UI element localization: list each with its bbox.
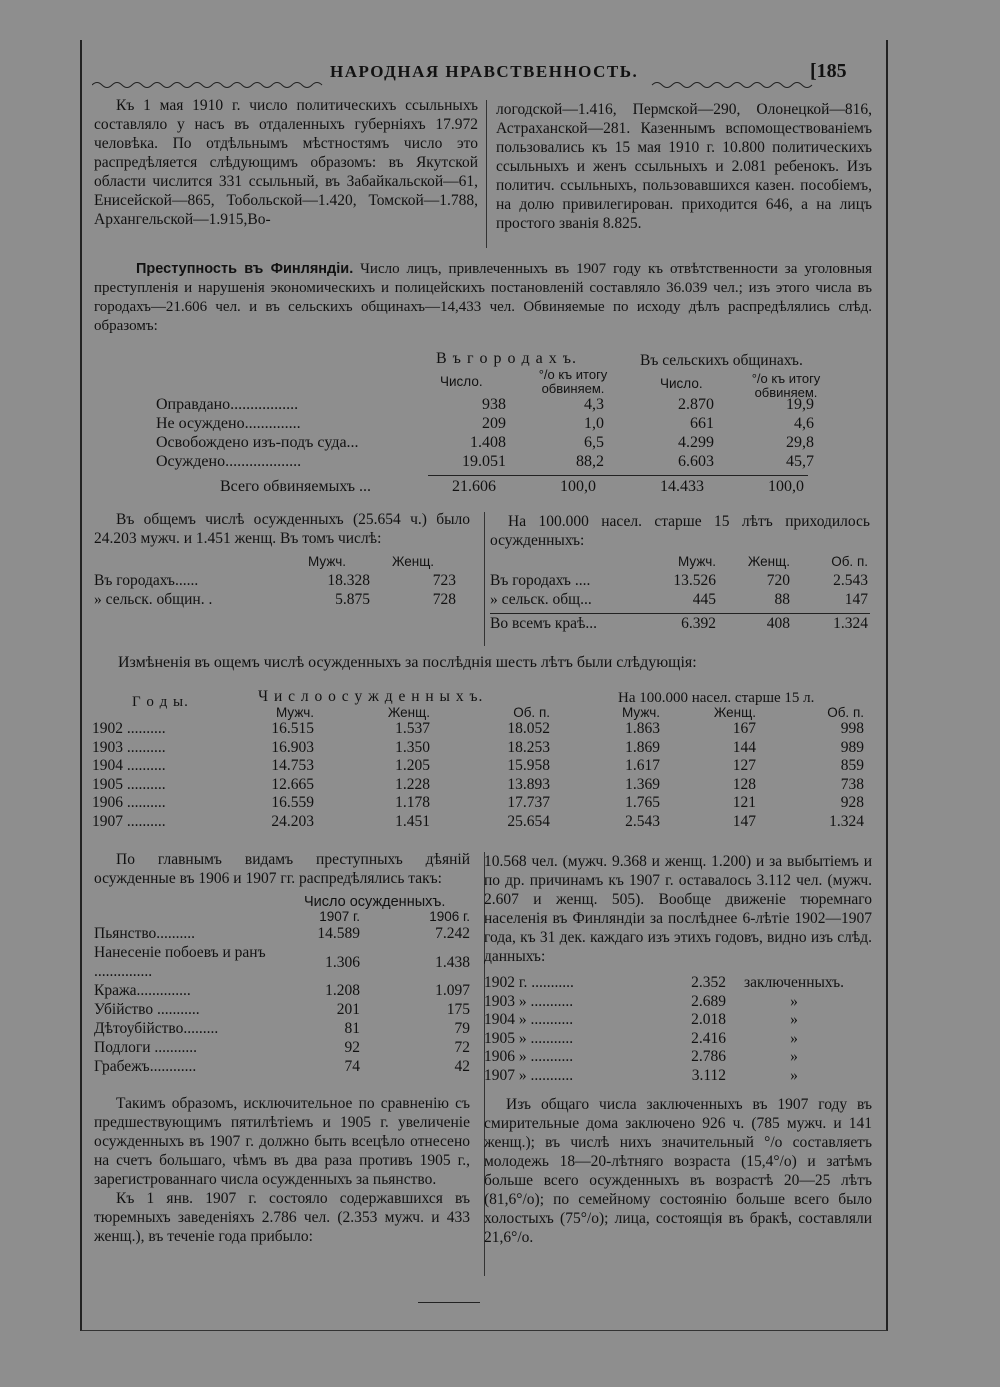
table-row (92, 739, 864, 758)
table-row (156, 433, 814, 452)
rate-female: 121 (732, 794, 756, 811)
rate-total: 998 (840, 720, 864, 737)
table-row (220, 477, 804, 496)
rate-female: 147 (732, 812, 756, 830)
rate-female: 144 (732, 738, 756, 756)
female: 1.205 (395, 757, 430, 774)
table-row (92, 757, 864, 776)
count-1907: 1.306 (325, 953, 360, 971)
female: 1.178 (395, 794, 430, 811)
year: 1906 .......... (92, 794, 166, 811)
crimes-conclusion: Такимъ образомъ, исключительное по сравненію съ предшествующимъ пятилѣтіемъ и 1905 г. увеличеніе осужденныхъ въ 1907 г. должно быть всецѣло отнесено на счетъ большаго, чѣмъ въ два раза противъ 1905 г., зарегистрованнаго числа осужденныхъ за пьянство. (94, 1095, 470, 1188)
table1-header-num-rural: Число. (660, 376, 703, 391)
crime-label: Нанесеніе побоевъ и ранъ ............... (94, 944, 266, 980)
crime-label: Убійство ........... (94, 1001, 200, 1018)
note: » (790, 1011, 798, 1028)
prison-text-start: Къ 1 янв. 1907 г. состояло содержавшихся въ тюремныхъ заведеніяхъ 2.786 чел. (2.353 мужч. и 433 женщ.), въ теченіе года прибыло: (94, 1190, 470, 1245)
rate-female: 167 (732, 720, 756, 737)
total: 13.893 (507, 775, 550, 793)
table-row (484, 974, 862, 993)
female: 728 (432, 591, 456, 608)
cities-pct: 1,0 (584, 415, 604, 432)
per100k-table (490, 552, 868, 609)
count-1906: 1.097 (435, 982, 470, 999)
total-rural-num: 14.433 (660, 478, 704, 495)
rate-total: 1.324 (829, 812, 864, 830)
table1-header-num-cities: Число. (440, 374, 483, 389)
year: 1902 .......... (92, 720, 166, 737)
count-1906: 79 (454, 1020, 470, 1037)
female: 1.537 (395, 720, 430, 737)
changes-header-rate: На 100.000 насел. старше 15 л. (618, 690, 815, 706)
table-row (94, 1019, 470, 1038)
cities-pct: 88,2 (576, 453, 604, 470)
note: » (790, 1048, 798, 1065)
count-1906: 1.438 (435, 953, 470, 971)
table-row (490, 590, 868, 609)
total: 2.543 (833, 572, 868, 589)
finland-text: Число лицъ, привлеченныхъ въ 1907 году къ отвѣтственности за уголовныя преступленія и нарушенія экономическихъ и полицейскихъ постановленій составляло 36.039 чел.; изъ этого числа въ городахъ—21.606 чел. и въ сельскихъ общинахъ—14,433 чел. Обвиняемые по исходу дѣлъ распредѣлялись слѣд. образомъ: (94, 261, 872, 334)
row-label: » сельск. общин. . (94, 591, 213, 608)
col-header-total: Об. п. (513, 705, 550, 720)
male: 18.328 (327, 572, 370, 589)
changes-header-years: Г о д ы. (132, 694, 189, 710)
count-1907: 1.208 (325, 982, 360, 999)
col-header-rate-male: Мужч. (622, 705, 660, 720)
note: заключенныхъ. (744, 974, 844, 991)
finland-section-title: Преступность въ Финляндіи. (136, 261, 354, 277)
table-row (94, 571, 456, 590)
crime-label: Пьянство.......... (94, 925, 196, 942)
year: 1905 .......... (92, 775, 166, 793)
rural-num: 4.299 (678, 434, 714, 451)
crime-label: Подлоги ........... (94, 1039, 198, 1056)
row-label: Въ городахъ .... (490, 572, 591, 589)
rural-pct: 4,6 (794, 415, 814, 432)
page-title: НАРОДНАЯ НРАВСТВЕННОСТЬ. (330, 62, 639, 81)
rate-total: 738 (840, 775, 864, 793)
table1-total-rule (428, 475, 808, 476)
total: 15.958 (507, 757, 550, 774)
prisoners: 3.112 (691, 1066, 726, 1084)
col-header-male: Мужч. (308, 554, 346, 569)
table-row (156, 414, 814, 433)
acquittal-total-row (220, 477, 804, 496)
table-row (490, 614, 868, 633)
year: 1906 » ........... (484, 1048, 574, 1065)
year: 1907 .......... (92, 812, 166, 830)
cities-num: 19.051 (462, 453, 506, 470)
rate-total: 928 (840, 794, 864, 811)
col-header-rate-female: Женщ. (713, 705, 756, 720)
crime-label: Кража.............. (94, 982, 191, 999)
table-row (484, 993, 862, 1012)
female: 723 (432, 572, 456, 589)
note: » (790, 1066, 798, 1084)
count-1907: 81 (344, 1020, 360, 1037)
table1-header-pct-rural: °/о къ итогу обвиняем. (751, 371, 821, 400)
prisoners: 2.352 (691, 974, 726, 991)
count-1906: 7.242 (435, 925, 470, 942)
per100k-total (490, 614, 868, 633)
total-cities-pct: 100,0 (560, 478, 596, 495)
col-header-1906: 1906 г. (429, 909, 470, 924)
table-row (484, 1048, 862, 1067)
table-row (484, 1030, 862, 1049)
col-header-rate-total: Об. п. (827, 705, 864, 720)
total-label: Во всемъ краѣ... (490, 615, 598, 632)
female: 1.350 (395, 738, 430, 756)
male: 13.526 (673, 572, 716, 589)
table-row (490, 571, 868, 590)
crime-label: Грабежъ............ (94, 1058, 197, 1075)
total: 25.654 (507, 812, 550, 830)
rural-num: 2.870 (678, 396, 714, 413)
total: 18.253 (507, 738, 550, 756)
rate-total: 859 (840, 757, 864, 774)
table-row (92, 776, 864, 795)
year: 1907 » ........... (484, 1066, 574, 1084)
count-1907: 74 (344, 1058, 360, 1075)
exiles-text-left: Къ 1 мая 1910 г. число политическихъ ссыльныхъ составляло у насъ въ отдаленныхъ губерніяхъ 17.972 человѣка. По отдѣльнымъ мѣстностямъ число это распредѣляется слѣдующимъ образомъ: въ Якутской области числится 331 ссыльный, въ Забайкальской—61, Енисейской—865, Тобольской—1.420, Томской—1.788, Архангельской—1.915,Во- (94, 97, 478, 228)
changes-table (92, 706, 864, 831)
total-all: 1.324 (833, 615, 868, 632)
rate-total: 989 (840, 738, 864, 756)
exiles-left-column (94, 96, 478, 229)
note: » (790, 1029, 798, 1047)
male: 445 (692, 591, 716, 608)
female: 720 (766, 572, 790, 589)
female: 1.451 (395, 812, 430, 830)
row-label: Осуждено................... (156, 453, 302, 470)
male: 5.875 (335, 591, 370, 608)
male: 16.903 (271, 738, 314, 756)
rate-male: 1.617 (625, 757, 660, 774)
col-header-female: Женщ. (391, 554, 435, 569)
male: 12.665 (271, 775, 314, 793)
total-label: Всего обвиняемыхъ ... (220, 478, 372, 495)
count-1906: 175 (446, 1001, 470, 1018)
row-label: Освобождено изъ-подъ суда... (156, 434, 359, 451)
cities-num: 209 (482, 415, 506, 432)
cities-num: 938 (482, 396, 506, 413)
rate-female: 127 (732, 757, 756, 774)
cities-pct: 4,3 (584, 396, 604, 413)
female: 88 (774, 591, 790, 608)
acquittal-table (156, 395, 814, 471)
changes-header-count: Ч и с л о о с у ж д е н н ы х ъ. (258, 688, 484, 705)
count-1907: 92 (344, 1039, 360, 1056)
row-label: » сельск. общ... (490, 591, 592, 608)
crimes-table (94, 910, 470, 1076)
rate-male: 1.765 (625, 794, 660, 811)
prisoners: 2.786 (691, 1048, 726, 1065)
prisoners: 2.018 (691, 1011, 726, 1028)
end-rule (418, 1302, 480, 1303)
count-1906: 72 (454, 1039, 470, 1056)
convicted-breakdown (94, 510, 470, 609)
total-cities-num: 21.606 (452, 478, 496, 495)
cities-num: 1.408 (470, 434, 506, 451)
col-header-total: Об. п. (831, 554, 868, 569)
total-male: 6.392 (681, 615, 716, 632)
col-header-female: Женщ. (747, 554, 790, 569)
table1-header-rural: Въ сельскихъ общинахъ. (640, 352, 803, 369)
table-row (94, 1038, 470, 1057)
rate-female: 128 (732, 775, 756, 793)
year: 1903 .......... (92, 738, 166, 756)
year: 1902 г. ........... (484, 974, 574, 991)
table1-header-pct-cities: °/о къ итогу обвиняем. (538, 367, 608, 396)
table-row (92, 813, 864, 832)
count-1906: 42 (454, 1058, 470, 1075)
table-row (94, 943, 470, 981)
crimes-header: Число осужденныхъ. (304, 894, 446, 910)
per100k-breakdown (490, 512, 870, 633)
per100k-text: На 100.000 насел. старше 15 лѣтъ приходилось осужденныхъ: (490, 513, 870, 549)
rural-pct: 29,8 (786, 434, 814, 451)
year: 1904 » ........... (484, 1011, 574, 1028)
rate-male: 1.869 (625, 738, 660, 756)
row-label: Не осуждено.............. (156, 415, 301, 432)
crimes-intro: По главнымъ видамъ преступныхъ дѣяній осужденные въ 1906 и 1907 гг. распредѣлялись такъ: (94, 851, 470, 887)
crimes-section (94, 850, 470, 1246)
table-row (94, 1000, 470, 1019)
col-header-male: Мужч. (678, 554, 716, 569)
table-row (94, 981, 470, 1000)
page-number: [185 (810, 60, 847, 82)
total-female: 408 (766, 615, 790, 632)
table-row (484, 1067, 862, 1086)
header-wavy-rule (92, 80, 872, 90)
cities-pct: 6,5 (584, 434, 604, 451)
rural-pct: 19,9 (786, 396, 814, 413)
table-row (94, 924, 470, 943)
row-label: Въ городахъ...... (94, 572, 199, 589)
convicted-text: Въ общемъ числѣ осужденныхъ (25.654 ч.) было 24.203 мужч. и 1.451 женщ. Въ томъ числѣ: (94, 511, 470, 547)
col-header-1907: 1907 г. (319, 909, 360, 924)
total: 18.052 (507, 720, 550, 737)
table-row (92, 794, 864, 813)
exiles-text-right: логодской—1.416, Пермской—290, Олонецкой—816, Астраханской—281. Казеннымъ вспомоществованіемъ пользовались къ 15 мая 1910 г. 10.800 политическихъ ссыльныхъ и женъ ссыльныхъ и 2.081 ребенокъ. Изъ политич. ссыльныхъ, пользовавшихся казен. пособіемъ, на долю привилегирован. приходится 646, а на лицъ простого званія 8.825. (496, 101, 872, 232)
table-row (94, 1057, 470, 1076)
rate-male: 2.543 (625, 812, 660, 830)
convicted-table (94, 552, 456, 609)
crime-label: Дѣтоубійство......... (94, 1020, 219, 1037)
table1-header-cities: В ъ г о р о д а х ъ. (436, 350, 578, 367)
prisoners: 2.689 (691, 992, 726, 1010)
prison-table (484, 974, 862, 1085)
note: » (790, 992, 798, 1010)
male: 24.203 (271, 812, 314, 830)
col-header-male: Мужч. (276, 705, 314, 720)
column-divider (486, 100, 487, 248)
changes-intro: Измѣненія въ ощемъ числѣ осужденныхъ за послѣднія шесть лѣтъ были слѣдующія: (118, 654, 697, 671)
male: 16.559 (271, 794, 314, 811)
table-row (156, 395, 814, 414)
count-1907: 14.589 (317, 925, 360, 942)
rural-num: 661 (690, 415, 714, 432)
table-row (484, 1011, 862, 1030)
rural-pct: 45,7 (786, 453, 814, 470)
exiles-right-column (496, 100, 872, 233)
year: 1904 .......... (92, 757, 166, 774)
prison-section (484, 852, 872, 1247)
male: 16.515 (271, 720, 314, 737)
total-rural-pct: 100,0 (768, 478, 804, 495)
year: 1905 » ........... (484, 1029, 574, 1047)
rural-num: 6.603 (678, 453, 714, 470)
prisoners: 2.416 (691, 1029, 726, 1047)
table-row (92, 720, 864, 739)
prison-text-cont: 10.568 чел. (мужч. 9.368 и женщ. 1.200) и за выбытіемъ и по др. причинамъ къ 1907 г. оставалось 3.112 чел. (мужч. 2.607 и женщ. 505). Вообще движеніе тюремнаго населенія въ Финляндіи за послѣднее 6-лѣтіе 1902—1907 года, къ 31 дек. каждаго изъ этихъ годовъ, видно изъ слѣд. данныхъ: (484, 853, 872, 965)
count-1907: 201 (336, 1001, 360, 1018)
column-divider-2 (484, 512, 485, 646)
rate-male: 1.369 (625, 775, 660, 793)
total: 147 (844, 591, 868, 608)
table-row (156, 452, 814, 471)
finland-paragraph (94, 260, 872, 336)
prison-final: Изъ общаго числа заключенныхъ въ 1907 году въ смирительные дома заключено 926 ч. (785 мужч. и 141 женщ.); въ числѣ нихъ значительный °/о составляетъ молодежь 18—20-лѣтняго возраста (15,4°/о) и затѣмъ больше всего осужденныхъ въ возрастѣ 20—25 лѣтъ (81,6°/о); по семейному состоянію больше всего было холостыхъ (75°/о); лица, состоящія въ бракѣ, составляли 21,6°/о. (484, 1096, 872, 1246)
table-row (94, 590, 456, 609)
row-label: Оправдано................. (156, 396, 299, 413)
col-header-female: Женщ. (387, 705, 430, 720)
female: 1.228 (395, 775, 430, 793)
year: 1903 » ........... (484, 992, 574, 1010)
rate-male: 1.863 (625, 720, 660, 737)
male: 14.753 (271, 757, 314, 774)
total: 17.737 (507, 794, 550, 811)
